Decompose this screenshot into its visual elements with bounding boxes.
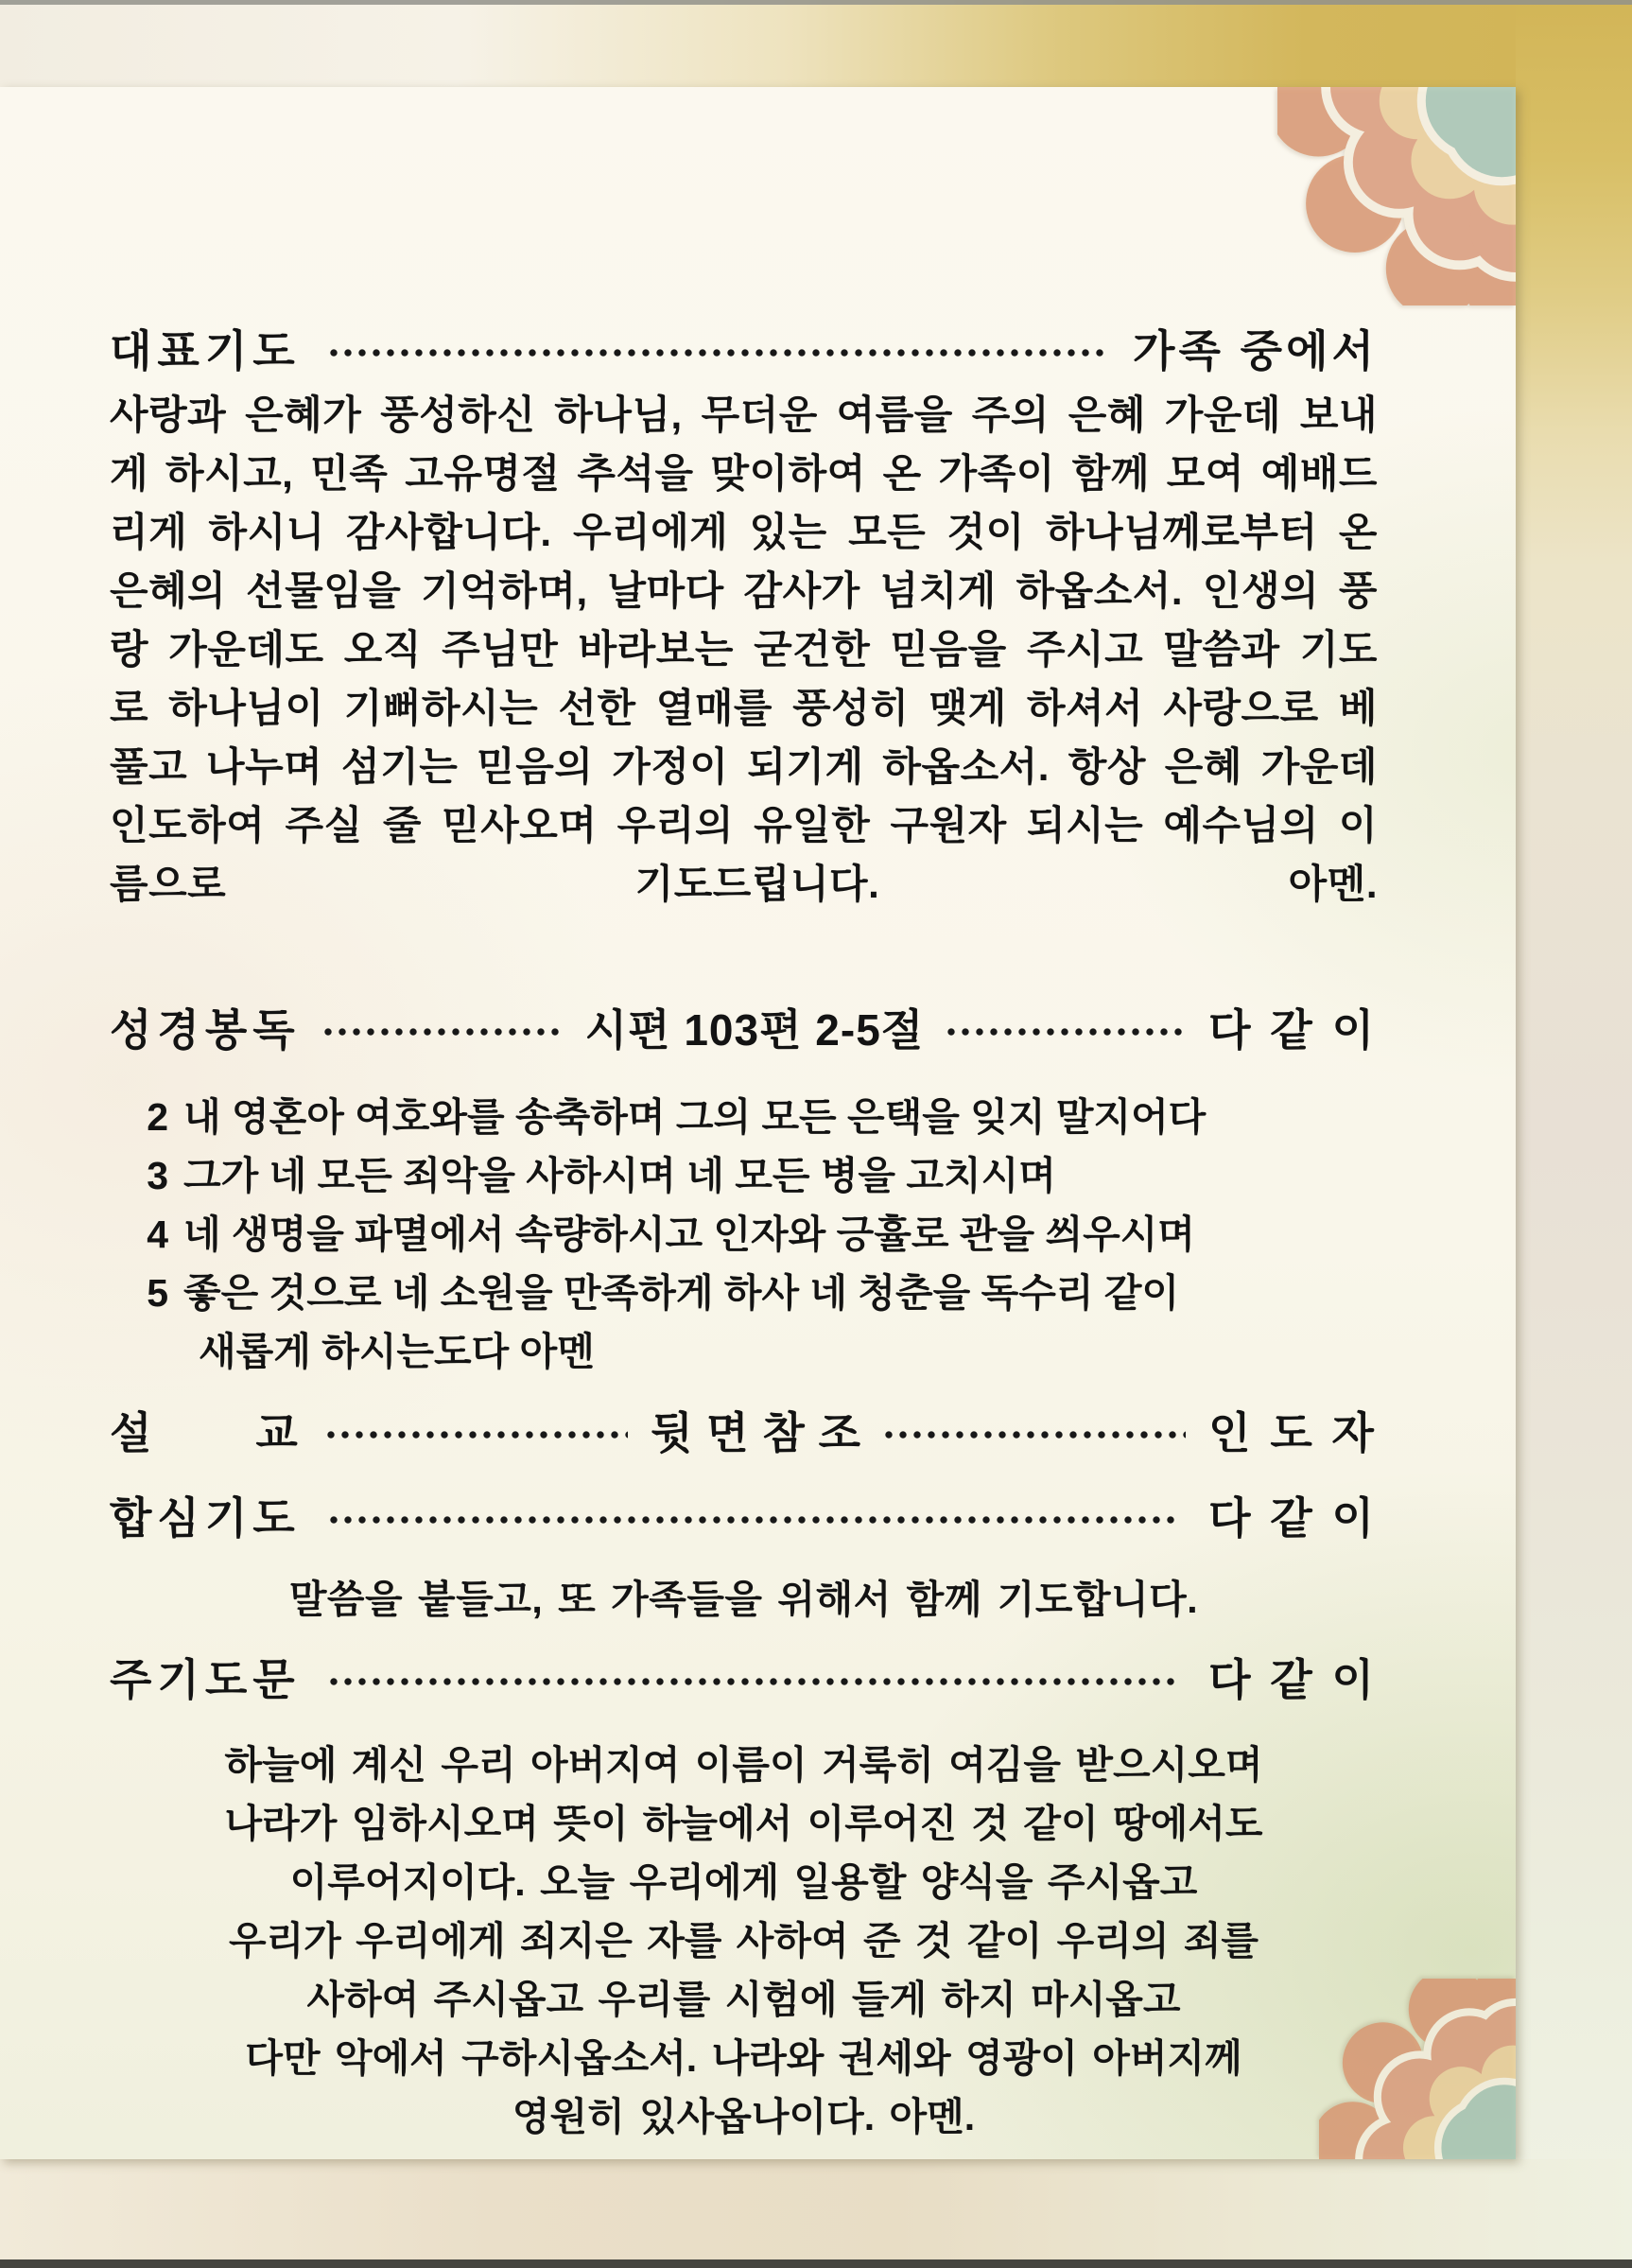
gold-border-top <box>0 0 1632 87</box>
dotted-leader <box>946 1027 1186 1037</box>
verse-line <box>110 1088 1378 1146</box>
verse-line <box>110 1146 1378 1205</box>
verse-number: 4 <box>147 1213 168 1256</box>
verse-number: 5 <box>147 1271 168 1315</box>
sermon-reference: 뒷 면 참 조 <box>650 1408 862 1457</box>
verse-text: 네 생명을 파멸에서 속량하시고 인자와 긍휼로 관을 씌우시며 <box>183 1213 1195 1256</box>
lords-prayer-line: 사하여 주시옵고 우리를 시험에 들게 하지 마시옵고 <box>306 1978 1181 2021</box>
dotted-leader <box>329 1677 1180 1686</box>
section-title: 주기도문 <box>110 1655 301 1704</box>
section-lords-prayer <box>110 1647 1378 1707</box>
dotted-leader <box>329 1515 1180 1525</box>
section-performer: 다 같 이 <box>1208 1005 1379 1055</box>
section-representative-prayer <box>110 318 1378 378</box>
lords-prayer-line: 나라가 임하시오며 뜻이 하늘에서 이루어진 것 같이 땅에서도 <box>224 1802 1263 1845</box>
lords-prayer-text <box>110 1736 1378 2146</box>
verse-line <box>110 1205 1378 1264</box>
dotted-leader <box>326 1430 628 1439</box>
section-united-prayer <box>110 1485 1378 1545</box>
lords-prayer-line: 이루어지이다. 오늘 우리에게 일용할 양식을 주시옵고 <box>289 1860 1198 1904</box>
section-performer: 인 도 자 <box>1208 1408 1378 1457</box>
worship-order-content <box>0 87 1516 2146</box>
verse-text: 좋은 것으로 네 소원을 만족하게 하사 네 청춘을 독수리 같이 <box>183 1271 1180 1315</box>
scripture-verses <box>110 1088 1378 1381</box>
section-title: 합심기도 <box>110 1493 301 1543</box>
verse-line <box>110 1264 1378 1322</box>
scan-edge-bottom <box>0 2259 1632 2268</box>
lords-prayer-line: 우리가 우리에게 죄지은 자를 사하여 준 것 같이 우리의 죄를 <box>228 1919 1259 1963</box>
verse-number: 2 <box>147 1095 168 1139</box>
dotted-leader <box>323 1027 563 1037</box>
section-performer: 다 같 이 <box>1208 1655 1378 1704</box>
section-performer: 다 같 이 <box>1208 1493 1378 1543</box>
verse-text: 그가 네 모든 죄악을 사하시며 네 모든 병을 고치시며 <box>183 1154 1056 1197</box>
section-scripture-reading <box>110 997 1378 1057</box>
section-title: 성경봉독 <box>110 1005 301 1055</box>
verse-number: 3 <box>147 1154 168 1197</box>
section-sermon <box>110 1400 1378 1460</box>
section-title: 대표기도 <box>110 326 301 375</box>
border-bottom-band <box>0 2159 1632 2268</box>
representative-prayer-text: 사랑과 은혜가 풍성하신 하나님, 무더운 여름을 주의 은혜 가운데 보내게 하시고, 민족 고유명절 추석을 맞이하여 온 가족이 함께 모여 예배드리게 하시니 감사합니다. 우리에게 있는 모든 것이 하나님께로부터 온 은혜의 선물임을 기억하며, 날마다 감사가 넘치게 하옵소서. 인생의 풍랑 가운데도 오직 주님만 바라보는 굳건한 믿음을 주시고 말씀과 기도로 하나님이 기뻐하시는 선한 열매를 풍성히 맺게 하셔서 사랑으로 베풀고 나누며 섬기는 믿음의 가정이 되기게 하옵소서. 항상 은혜 가운데 인도하여 주실 줄 믿사오며 우리의 유일한 구원자 되시는 예수님의 이름으로 기도드립니다. 아멘. <box>110 393 1378 906</box>
gold-border-right <box>1516 0 1632 2268</box>
lords-prayer-line: 영원히 있사옵나이다. 아멘. <box>512 2095 976 2138</box>
dotted-leader <box>884 1430 1186 1439</box>
dotted-leader <box>329 348 1104 358</box>
scripture-reference: 시편 103편 2-5절 <box>584 1005 925 1055</box>
section-performer: 가족 중에서 <box>1133 326 1378 375</box>
scan-edge-top <box>0 0 1632 5</box>
section-title: 설 교 <box>110 1408 304 1457</box>
united-prayer-note: 말씀을 붙들고, 또 가족들을 위해서 함께 기도합니다. <box>288 1578 1199 1621</box>
lords-prayer-line: 하늘에 계신 우리 아버지여 이름이 거룩히 여김을 받으시오며 <box>224 1743 1263 1787</box>
bulletin-paper <box>0 87 1516 2159</box>
verse-text: 내 영혼아 여호와를 송축하며 그의 모든 은택을 잊지 말지어다 <box>183 1095 1207 1139</box>
lords-prayer-line: 다만 악에서 구하시옵소서. 나라와 권세와 영광이 아버지께 <box>245 2036 1242 2080</box>
verse-continuation: 새롭게 하시는도다 아멘 <box>199 1330 595 1373</box>
